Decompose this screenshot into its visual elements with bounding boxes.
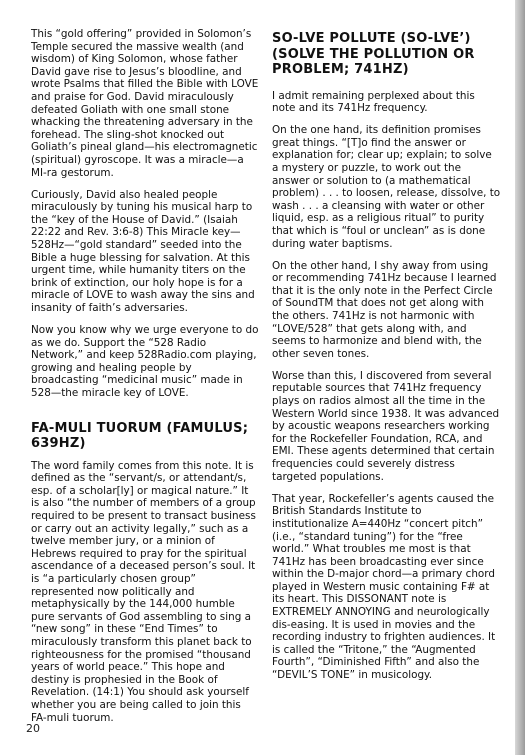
right-column (272, 28, 501, 691)
famuli-heading: FA-MULI TUORUM (FAMULUS; 639HZ) (31, 420, 249, 452)
right-paragraph-2: On the one hand, its definition promises great things. “[T]o find the answer or explanation for; clear up; explain; to solve a mystery or puzzle, to work out the answer or solution to (a mathematical problem) . . . to loosen, release, dissolve, to wash . . . a cleansing with water or other liquid, esp. as a religious ritual” to purity that which is “foul or unclean” as is done during water baptisms. (272, 124, 501, 250)
page-number: 20 (26, 722, 40, 735)
left-paragraph-1: This “gold offering” provided in Solomon’s Temple secured the massive wealth (and wisdom) of King Solomon, whose father David gave rise to Jesus’s bloodline, and wrote Psalms that filled the Bible with LOVE and praise for God. David miraculously defeated Goliath with one small stone whacking the threatening adversary in the forehead. The sling-shot knocked out Goliath’s pineal gland—his electromagnetic (spiritual) gyroscope. It was a miracle—a MI-ra gestorum. (31, 28, 259, 179)
left-paragraph-3: Now you know why we urge everyone to do as we do. Support the “528 Radio Network,” and keep 528Radio.com playing, growing and healing people by broadcasting “medicinal music” made in 528—the miracle key of LOVE. (31, 324, 259, 400)
solve-pollute-heading: SO-LVE POLLUTE (SO-LVE’) (SOLVE THE POLLUTION OR PROBLEM; 741HZ) (272, 31, 475, 77)
right-paragraph-4: Worse than this, I discovered from several reputable sources that 741Hz frequency plays on radios almost all the time in the Western World since 1938. It was advanced by acoustic weapons researchers working for the Rockefeller Foundation, RCA, and EMI. These agents determined that certain frequencies could severely distress targeted populations. (272, 369, 500, 483)
left-column (31, 28, 259, 734)
right-paragraph-1: I admit remaining perplexed about this note and its 741Hz frequency. (272, 89, 475, 115)
right-paragraph-5: That year, Rockefeller’s agents caused the British Standards Institute to institutionalize A=440Hz “concert pitch” (i.e., “standard tuning”) for the “free world.” What troubles me most is that 741Hz has been broadcasting ever since within the D-major chord—a primary chord played in Western music containing F# at its heart. This DISSONANT note is EXTREMELY ANNOYING and neurologically dis-easing. It is used in movies and the recording industry to frighten audiences. It is called the “Tritone,” the “Augmented Fourth”, “Diminished Fifth” and also the “DEVIL’S TONE” in musicology. (272, 492, 496, 682)
left-paragraph-4: The word family comes from this note. It is defined as the “servant/s, or attendant/s, esp. of a scholar[ly] or magical nature.” It is also “the number of members of a group required to be present to transact business or carry out an activity legally,” such as a twelve member jury, or a minion of Hebrews required to pray for the spiritual ascendance of a deceased person’s soul. It is “a particularly chosen group” represented now politically and metaphysically by the 144,000 humble pure servants of God assembling to sing a “new song” in these “End Times” to miraculously transform this planet back to righteousness for the promised “thousand years of world peace.” This hope and destiny is prophesied in the Book of Revelation. (14:1) You should ask yourself whether you are being called to join this FA-muli tuorum. (31, 459, 256, 724)
page-edge-shadow (515, 0, 525, 755)
right-paragraph-3: On the other hand, I shy away from using or recommending 741Hz because I learned that it is the only note in the Perfect Circle of SoundTM that does not get along with the others. 741Hz is not harmonic with “LOVE/528” that gets along with, and seems to harmonize and blend with, the other seven tones. (272, 259, 497, 360)
left-paragraph-2: Curiously, David also healed people miraculously by tuning his musical harp to the “key of the House of David.” (Isaiah 22:22 and Rev. 3:6-8) This Miracle key—528Hz—“gold standard” seeded into the Bible a huge blessing for salvation. At this urgent time, while humanity titers on the brink of extinction, our holy hope is for a miracle of LOVE to wash away the sins and insanity of faith’s adversaries. (31, 188, 255, 314)
